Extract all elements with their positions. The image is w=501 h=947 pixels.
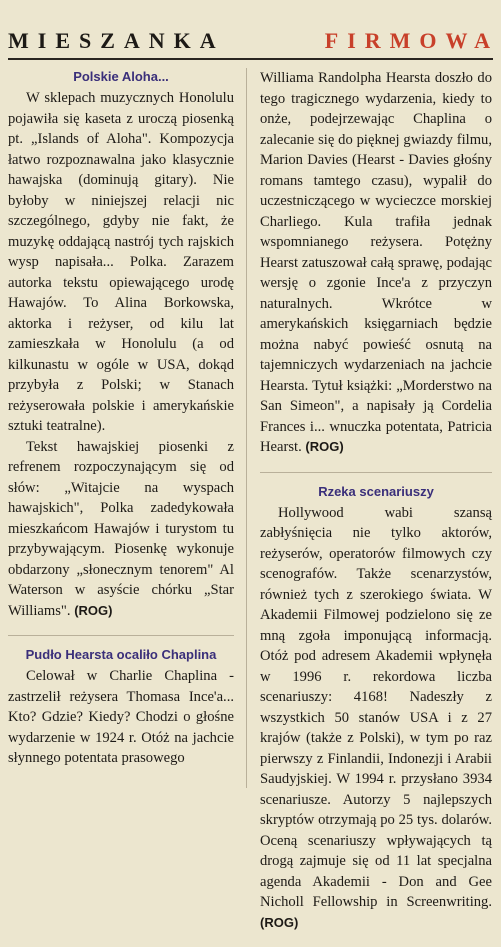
author-signature: (ROG) <box>305 439 344 454</box>
left-column <box>8 68 234 783</box>
author-signature: (ROG) <box>74 602 113 618</box>
article-divider <box>8 635 234 636</box>
article-polskie-aloha <box>8 68 234 621</box>
article-title: Polskie Aloha... <box>73 69 169 84</box>
header-title-right: FIRMOWA <box>324 28 499 53</box>
article-title: Rzeka scenariuszy <box>318 483 434 499</box>
article-paragraph: Celował w Charlie Chaplina - zastrzelił reżysera Thomasa Ince'a... Kto? Gdzie? Kiedy? Chodzi o głośne wydarzenie w 1924 r. Otóż na jachcie słynnego potentata prasowego <box>8 668 234 766</box>
article-continuation <box>260 68 492 458</box>
article-paragraph: W sklepach muzycznych Honolulu pojawiła się kaseta z uroczą piosenką pt. „Islands of Aloha". Kompozycja łatwo rozpoznawalna jako klasycznie hawajska (dominują gitary). Nie byłoby w niniejszej relacji nic szczególnego, gdyby nie fakt, że muzykę oddającą nastrój tych rajskich wysp napisała... Polka. Zarazem autorka tekstu opiewającego urodę Hawajów. To Alina Borkowska, aktorka i reżyser, od kilu lat zamieszkała w Honolulu (a od kilkunastu w ogóle w USA, dokąd przybyła z Polski; w Stanach reżyserowała polskie i amerykańskie sztuki teatralne). <box>8 90 234 434</box>
column-divider <box>246 68 247 788</box>
article-pudlo-hearsta <box>8 646 234 769</box>
header-title-left: MIESZANKA <box>8 28 225 53</box>
author-signature: (ROG) <box>260 914 299 930</box>
page-header <box>8 28 499 60</box>
article-divider <box>260 472 492 473</box>
article-paragraph: Tekst hawajskiej piosenki z refrenem rozpoczynającym się od słów: „Witajcie na wyspach hawajskich", Polka zadedykowała mieszkańcom Hawajów i turystom tu przybywającym. Piosenkę wykonuje obdarzony „słonecznym tenorem" Al Waterson w asyście chórku „Star Williams". (ROG) <box>8 438 234 619</box>
article-paragraph: Williama Randolpha Hearsta doszło do tego tragicznego wydarzenia, kiedy to onże, podejrzewając Chaplina o zalecanie się do pięknej gwiazdy filmu, Marion Davies (Hearst - Davies głośny romans tamtego czasu), wypalił do uczestniczącego w wycieczce morskiej Charliego. Kula trafiła jednak wspomnianego reżysera. Potężny Hearst zatuszował całą sprawę, podając wersję o zgonie Ince'a z przyczyn naturalnych. Wkrótce w amerykańskich księgarniach będzie można nabyć powieść osnutą na tajemniczych wydarzeniach na jachcie Hearsta. Tytuł książki: „Morderstwo na San Simeon", a napisały ją Cordelia Frances i... wnuczka potentata, Patricia Hearst. (ROG) <box>260 70 492 455</box>
article-title: Pudło Hearsta ocaliło Chaplina <box>25 647 217 662</box>
article-rzeka-scenariuszy <box>260 483 492 934</box>
article-paragraph: Hollywood wabi szansą zabłyśnięcia nie tylko aktorów, reżyserów, operatorów filmowych czy scenografów. Także scenarzystów, również tych z szerokiego świata. W Akademii Filmowej podzielono się ze mną zgoła imponującą informacją. Otóż pod adresem Akademii wpłynęła w 1996 r. rekordowa liczba scenariuszy: 4168! Nadeszły z wszystkich 50 stanów USA i z 27 krajów (także z Polski), w tym po raz pierwszy z Finlandii, Indonezji i Arabii Saudyjskiej. W 1994 r. przysłano 3934 scenariusze. Autorzy 5 najlepszych skryptów otrzymają po 25 tys. dolarów. Oceną scenariuszy wpływających tą drogą zajmuje się od 11 lat specjalna agenda Akademii - Don and Gee Nicholl Fellowship in Screenwriting. (ROG) <box>260 504 492 930</box>
right-column <box>260 68 492 947</box>
